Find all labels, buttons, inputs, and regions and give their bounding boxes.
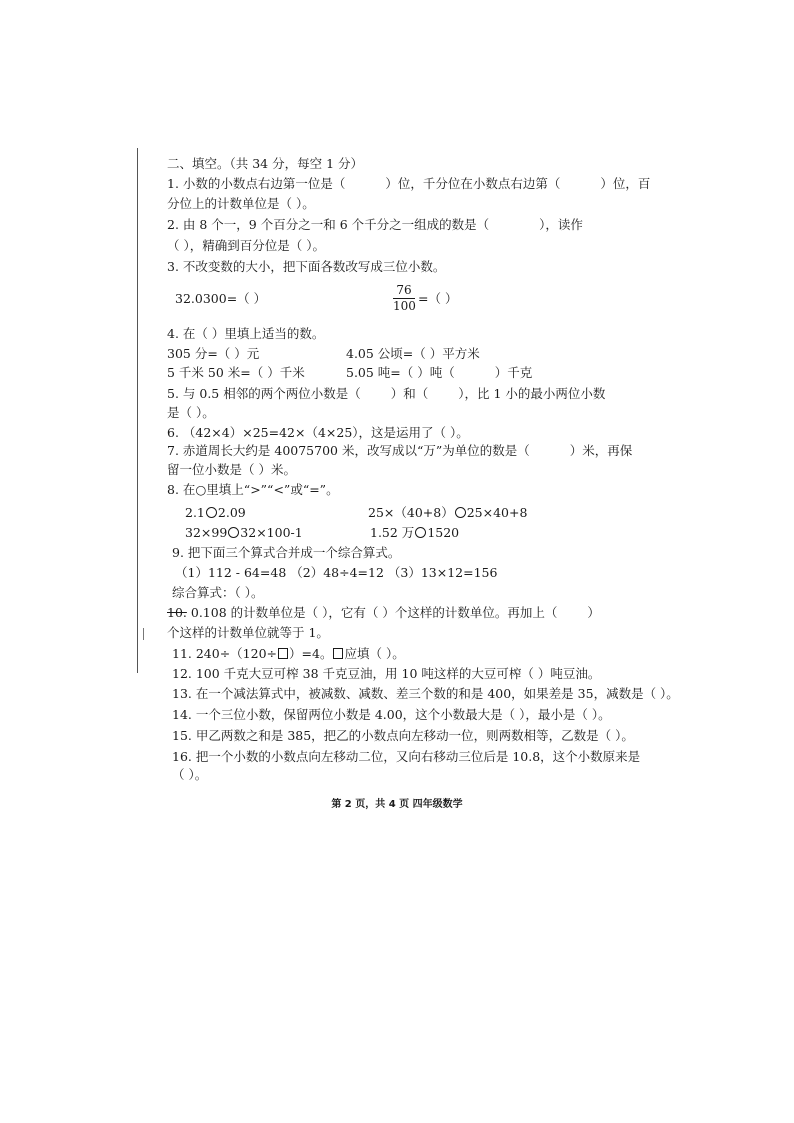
q14-line1: 14. 一个三位小数，保留两位小数是 4.00，这个小数最大是（ ），最小是（ ）。 (172, 707, 611, 722)
q12-line1: 12. 100 千克大豆可榨 38 千克豆油，用 10 吨这样的大豆可榨（ ）吨豆油。 (172, 666, 601, 681)
q9-line1: 9. 把下面三个算式合并成一个综合算式。 (172, 545, 401, 560)
q9-line2: （1）112 - 64=48 （2）48÷4=12 （3）13×12=156 (175, 565, 498, 580)
margin-tick (143, 628, 144, 640)
q9-line3: 综合算式：（ ）。 (172, 585, 264, 600)
compare-circle (206, 507, 217, 518)
q4-item-d: 5.05 吨=（ ）吨（ ）千克 (346, 365, 533, 380)
q7-line1: 7. 赤道周长大约是 40075700 米，改写成以“万”为单位的数是（ ）米，再保 (167, 443, 633, 458)
q4-line1: 4. 在（ ）里填上适当的数。 (167, 326, 325, 341)
compare-circle (228, 527, 239, 538)
compare-circle (415, 527, 426, 538)
q1-line2: 分位上的计数单位是（ ）。 (167, 196, 315, 211)
q3-fraction (393, 284, 415, 313)
q5-line2: 是（ ）。 (167, 405, 215, 420)
fraction-numerator: 76 (393, 284, 415, 299)
page-footer: 第 2 页，共 4 页 四年级数学 (331, 799, 463, 810)
q4-item-a: 305 分=（ ）元 (167, 346, 260, 361)
q10-line2: 个这样的计数单位就等于 1。 (167, 625, 329, 640)
q8-item-c: 32×99 32×100-1 (185, 525, 303, 540)
margin-line (137, 148, 138, 673)
q2-line1: 2. 由 8 个一，9 个百分之一和 6 个千分之一组成的数是（ ），读作 (167, 217, 583, 232)
q8-item-b: 25×（40+8） 25×40+8 (368, 505, 528, 520)
q16-line1: 16. 把一个小数的小数点向左移动二位，又向右移动三位后是 10.8，这个小数原来是 (172, 749, 641, 764)
q5-line1: 5. 与 0.5 相邻的两个两位小数是（ ）和（ ），比 1 小的最小两位小数 (167, 386, 606, 401)
compare-circle (455, 507, 466, 518)
q3-line1: 3. 不改变数的大小，把下面各数改写成三位小数。 (167, 259, 446, 274)
q13-line1: 13. 在一个减法算式中，被减数、减数、差三个数的和是 400，如果差是 35，减数是（ ）。 (172, 686, 679, 701)
q16-line2: （ ）。 (172, 767, 208, 782)
blank-square (278, 648, 288, 659)
q7-line2: 留一位小数是（ ）米。 (167, 462, 296, 477)
q11-line1: 11. 240÷（120÷ ）=4。 应填（ ）。 (172, 646, 405, 661)
section-title: 二、填空。（共 34 分，每空 1 分） (167, 156, 364, 171)
q8-item-a: 2.1 2.09 (185, 505, 246, 520)
q6-line1: 6. （42×4）×25=42×（4×25），这是运用了（ ）。 (167, 425, 469, 440)
q2-line2: （ ），精确到百分位是（ ）。 (167, 238, 325, 253)
fraction-denominator: 100 (393, 299, 416, 313)
q4-item-c: 5 千米 50 米=（ ）千米 (167, 365, 305, 380)
q15-line1: 15. 甲乙两数之和是 385，把乙的小数点向左移动一位，则两数相等，乙数是（ ）。 (172, 728, 634, 743)
q1-line1: 1. 小数的小数点右边第一位是（ ）位，千分位在小数点右边第（ ）位，百 (167, 176, 651, 191)
q8-line1: 8. 在○里填上“>”“<”或“=”。 (167, 482, 339, 497)
q3-expr1: 32.0300=（ ） (175, 291, 267, 306)
q3-expr2: =（ ） (418, 291, 458, 306)
q8-item-d: 1.52 万 1520 (370, 525, 460, 540)
blank-square (333, 648, 343, 659)
q4-item-b: 4.05 公顷=（ ）平方米 (346, 346, 480, 361)
q10-line1: 10. 0.108 的计数单位是（ ），它有（ ）个这样的计数单位。再加上（ ） (167, 605, 600, 620)
